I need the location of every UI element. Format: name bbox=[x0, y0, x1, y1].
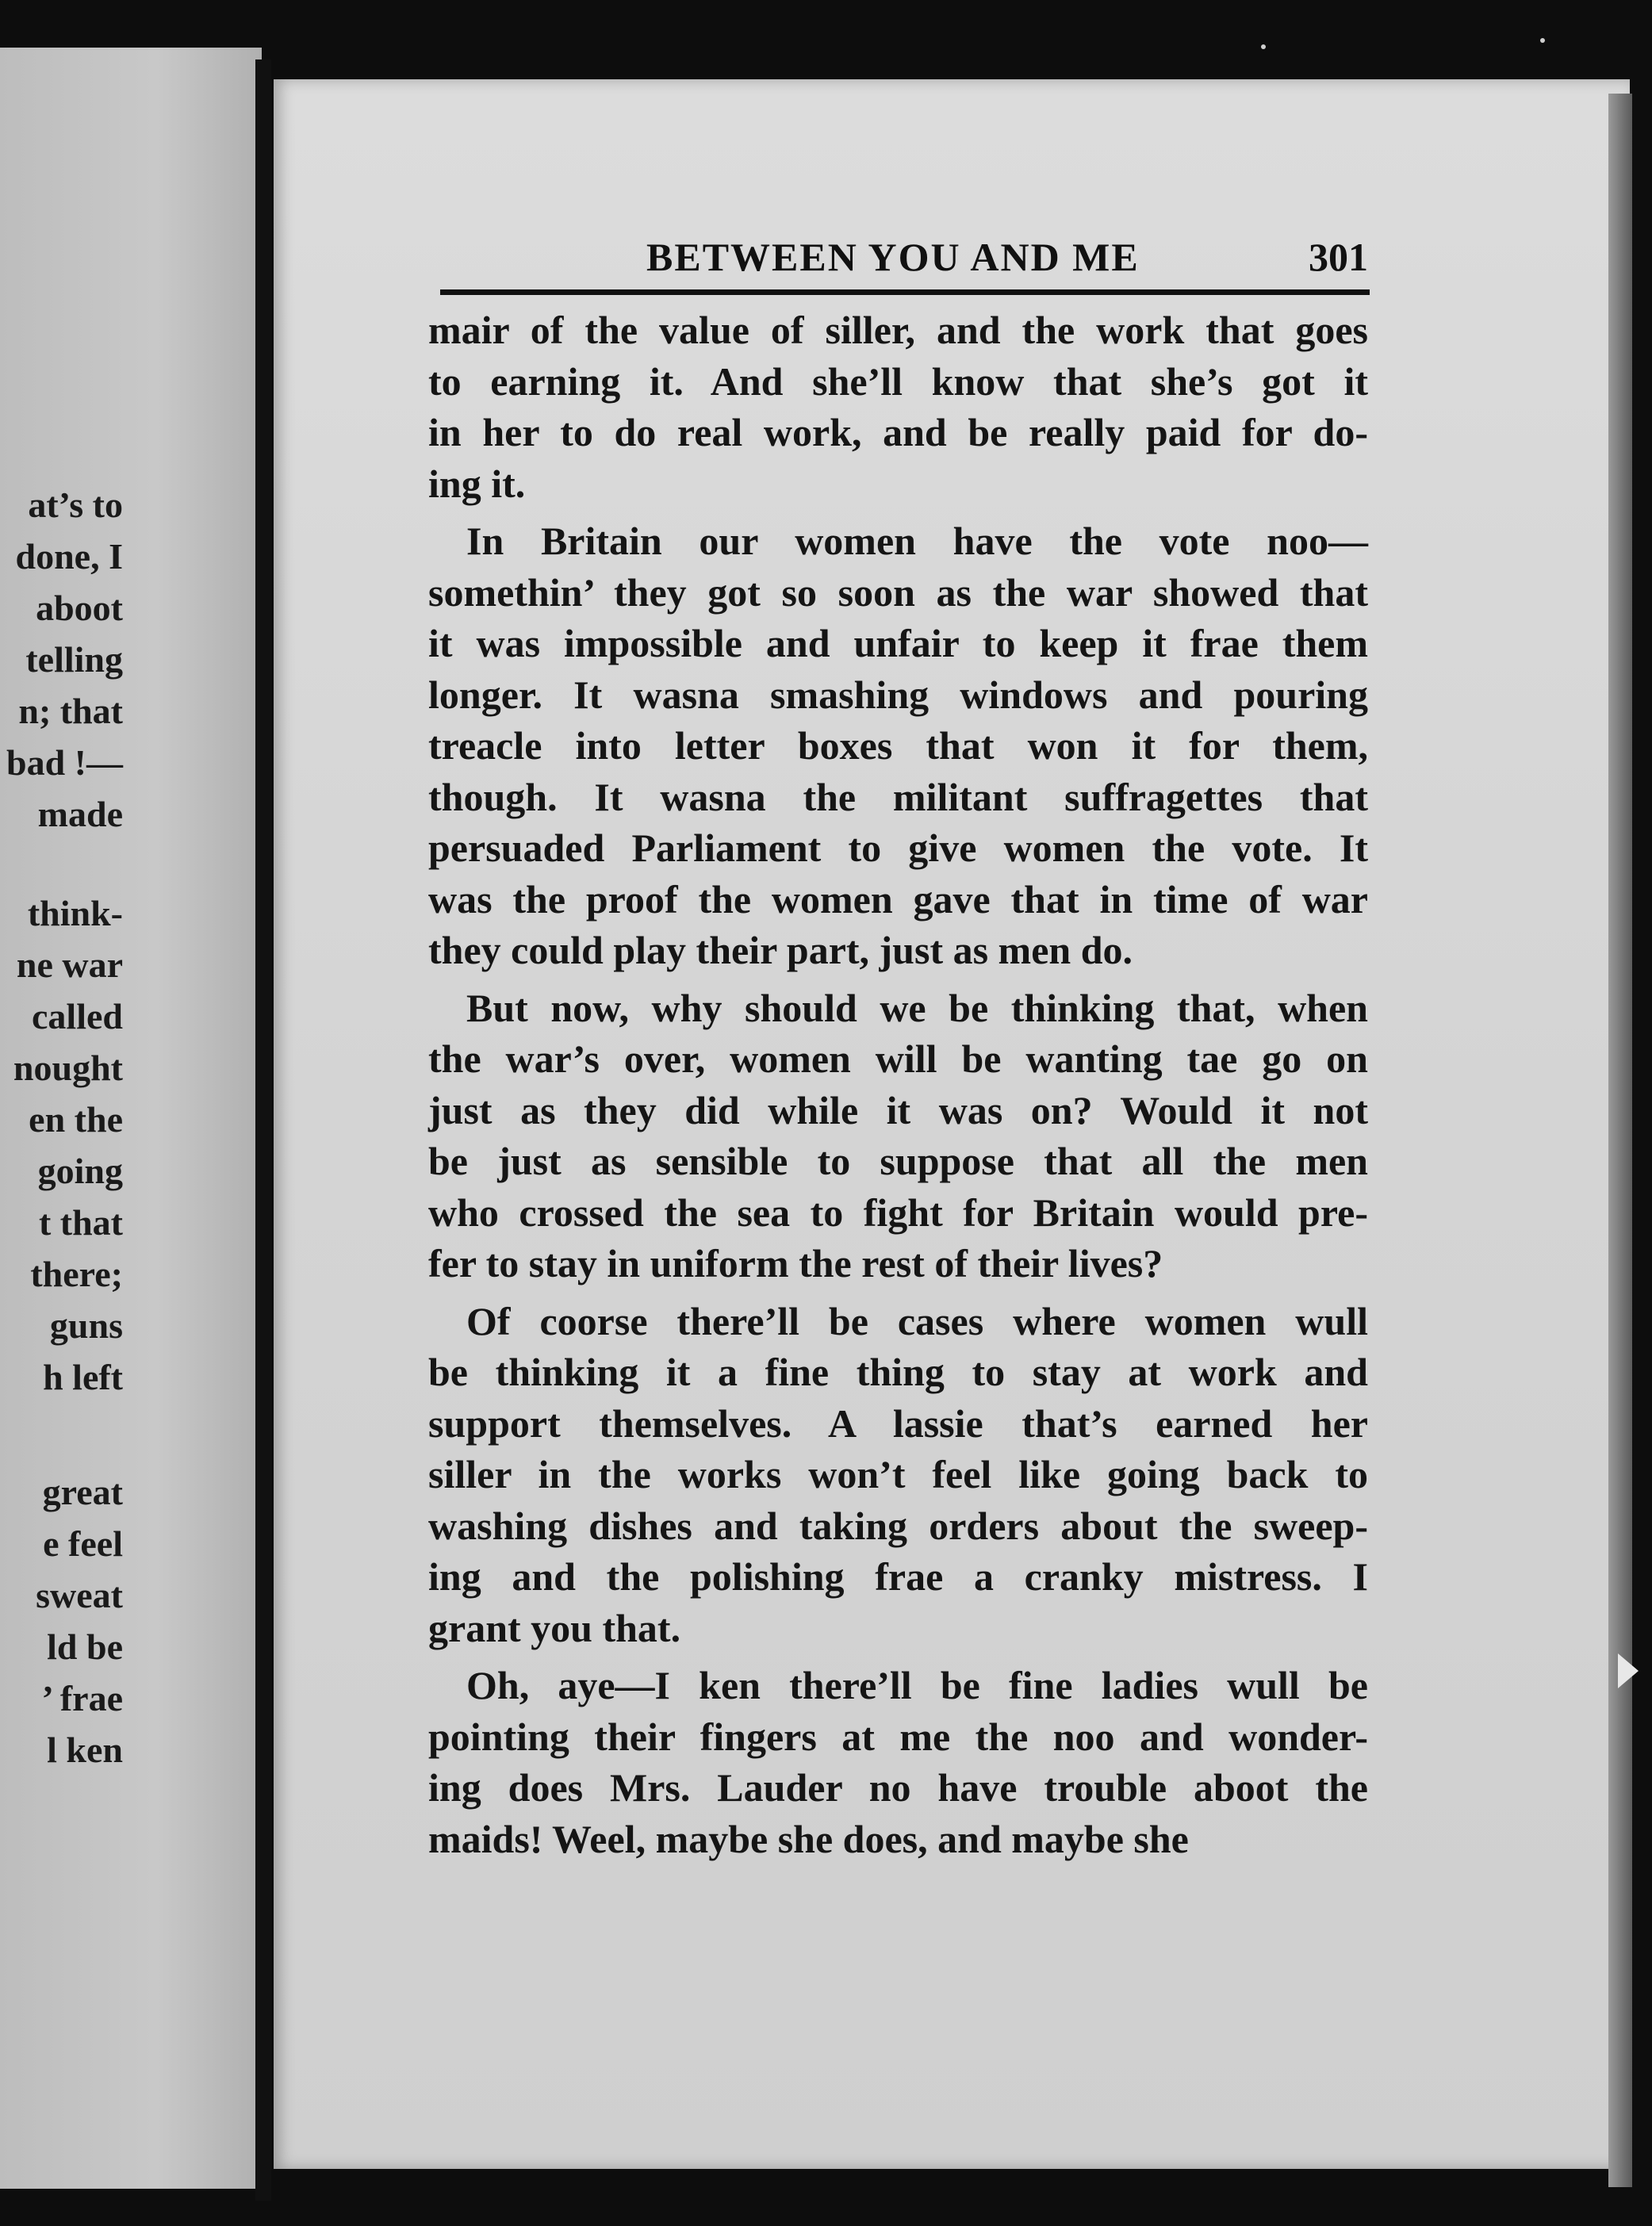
left-page-line: made bbox=[37, 794, 123, 834]
left-page-line: n; that bbox=[18, 691, 123, 731]
body-line: ing and the polishing frae a cranky mistress. I bbox=[428, 1554, 1368, 1599]
dust-speck bbox=[1261, 44, 1266, 49]
body-line: somethin’ they got so soon as the war showed that bbox=[428, 569, 1368, 615]
body-line: to earning it. And she’ll know that she’s got it bbox=[428, 358, 1368, 404]
left-facing-page bbox=[0, 48, 262, 2189]
body-line: who crossed the sea to fight for Britain would pre- bbox=[428, 1190, 1368, 1235]
body-line: just as they did while it was on? Would it not bbox=[428, 1087, 1368, 1132]
left-page-line: h left bbox=[43, 1357, 123, 1397]
body-line: ing does Mrs. Lauder no have trouble aboot the bbox=[428, 1765, 1368, 1810]
body-line: the war’s over, women will be wanting tae go on bbox=[428, 1036, 1368, 1081]
left-page-line: aboot bbox=[36, 588, 123, 628]
body-line: longer. It wasna smashing windows and pouring bbox=[428, 672, 1368, 717]
left-page-line: guns bbox=[49, 1305, 123, 1346]
body-line: was the proof the women gave that in time of war bbox=[428, 876, 1368, 921]
body-line: treacle into letter boxes that won it for them, bbox=[428, 723, 1368, 768]
left-page-line: ’ frae bbox=[41, 1678, 123, 1718]
body-line: But now, why should we be thinking that, when bbox=[466, 985, 1368, 1030]
left-page-line: en the bbox=[29, 1099, 123, 1140]
body-line: pointing their fingers at me the noo and wonder- bbox=[428, 1714, 1368, 1759]
book-spine bbox=[255, 59, 271, 2201]
page-edge bbox=[1608, 94, 1632, 2187]
body-line: they could play their part, just as men do. bbox=[428, 928, 1133, 972]
left-page-line: called bbox=[32, 996, 123, 1036]
body-line: In Britain our women have the vote noo— bbox=[466, 519, 1368, 563]
body-line: be thinking it a fine thing to stay at work and bbox=[428, 1350, 1368, 1394]
header-rule bbox=[440, 289, 1370, 295]
left-page-line: bad !— bbox=[6, 742, 123, 783]
body-line: grant you that. bbox=[428, 1605, 681, 1650]
running-title: BETWEEN YOU AND ME bbox=[646, 235, 1140, 279]
left-page-line: nought bbox=[13, 1048, 123, 1088]
left-page-line: t that bbox=[38, 1202, 123, 1243]
body-line: washing dishes and taking orders about the sweep- bbox=[428, 1503, 1368, 1548]
page-number: 301 bbox=[1309, 235, 1368, 279]
body-line: in her to do real work, and be really paid for do- bbox=[428, 410, 1368, 454]
body-line: be just as sensible to suppose that all the men bbox=[428, 1139, 1368, 1183]
body-line: mair of the value of siller, and the work that goes bbox=[428, 308, 1368, 352]
body-line: support themselves. A lassie that’s earned her bbox=[428, 1400, 1368, 1446]
body-line: though. It wasna the militant suffragettes that bbox=[428, 774, 1368, 819]
body-line: Of coorse there’ll be cases where women wull bbox=[466, 1298, 1368, 1343]
left-page-line: done, I bbox=[15, 536, 123, 577]
left-page-line: at’s to bbox=[28, 485, 123, 525]
left-page-line: think- bbox=[27, 893, 123, 933]
left-page-line: sweat bbox=[36, 1575, 123, 1615]
body-line: ing it. bbox=[428, 461, 526, 506]
body-line: fer to stay in uniform the rest of their lives? bbox=[428, 1241, 1163, 1285]
page-header bbox=[440, 234, 1368, 282]
body-line: it was impossible and unfair to keep it frae them bbox=[428, 621, 1368, 665]
page-turn-arrow-icon bbox=[1618, 1653, 1639, 1688]
body-line: maids! Weel, maybe she does, and maybe she bbox=[428, 1816, 1189, 1861]
left-page-line: great bbox=[42, 1472, 123, 1512]
left-page-line: telling bbox=[25, 639, 123, 680]
left-page-line: there; bbox=[30, 1254, 123, 1294]
left-page-line: l ken bbox=[47, 1730, 123, 1770]
left-page-line: ne war bbox=[16, 944, 123, 985]
left-page-line: ld be bbox=[47, 1626, 123, 1667]
left-page-line: e feel bbox=[43, 1523, 123, 1564]
body-line: Oh, aye—I ken there’ll be fine ladies wull be bbox=[466, 1663, 1368, 1707]
body-line: siller in the works won’t feel like going back to bbox=[428, 1452, 1368, 1496]
body-line: persuaded Parliament to give women the vote. It bbox=[428, 826, 1368, 870]
left-page-line: going bbox=[37, 1151, 123, 1191]
dust-speck bbox=[1540, 38, 1545, 43]
